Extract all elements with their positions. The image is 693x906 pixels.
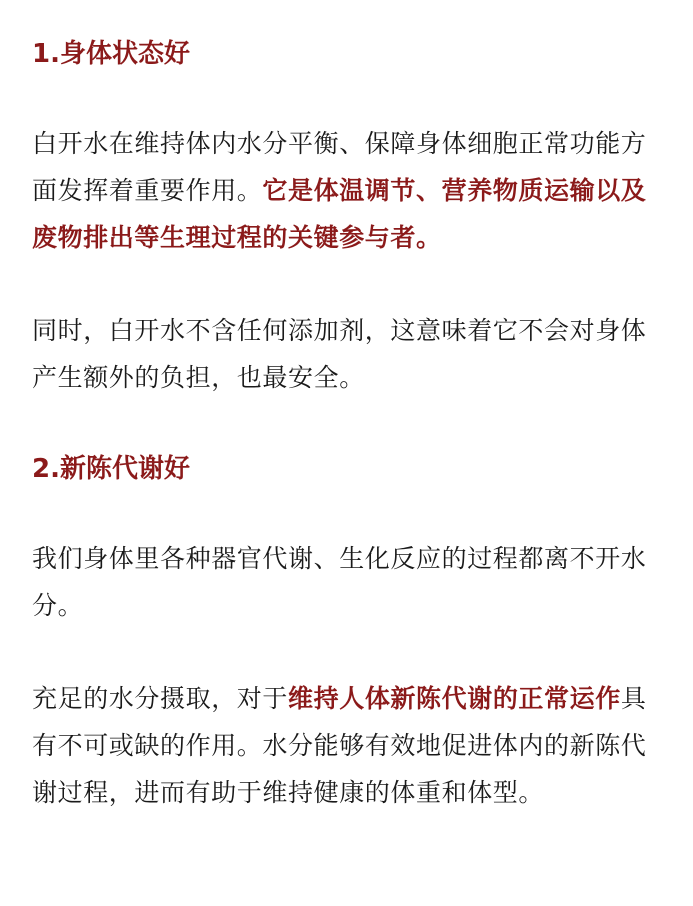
section-heading-body-state: 1.身体状态好	[32, 39, 190, 69]
highlighted-text: 它是体温调节、营养物质运输以及废物排出等生理过程的关键参与者。	[32, 176, 647, 252]
section-heading-metabolism: 2.新陈代谢好	[32, 454, 190, 484]
paragraph-organ-metabolism: 我们身体里各种器官代谢、生化反应的过程都离不开水分。	[32, 544, 647, 620]
paragraph-text: 白开水在维持体内水分平衡、保障身体细胞正常功能方面发挥着重要作用。	[32, 129, 647, 205]
article-body	[32, 28, 664, 816]
paragraph-no-additives: 同时，白开水不含任何添加剂，这意味着它不会对身体产生额外的负担，也最安全。	[32, 316, 647, 392]
highlighted-text: 维持人体新陈代谢的正常运作	[288, 684, 621, 713]
paragraph-water-balance	[32, 120, 664, 261]
paragraph-text: 充足的水分摄取，对于	[32, 684, 289, 713]
paragraph-water-intake	[32, 675, 664, 816]
paragraph-text: 具有不可或缺的作用。水分能够有效地促进体内的新陈代谢过程，进而有助于维持健康的体重和体型。	[32, 684, 647, 807]
